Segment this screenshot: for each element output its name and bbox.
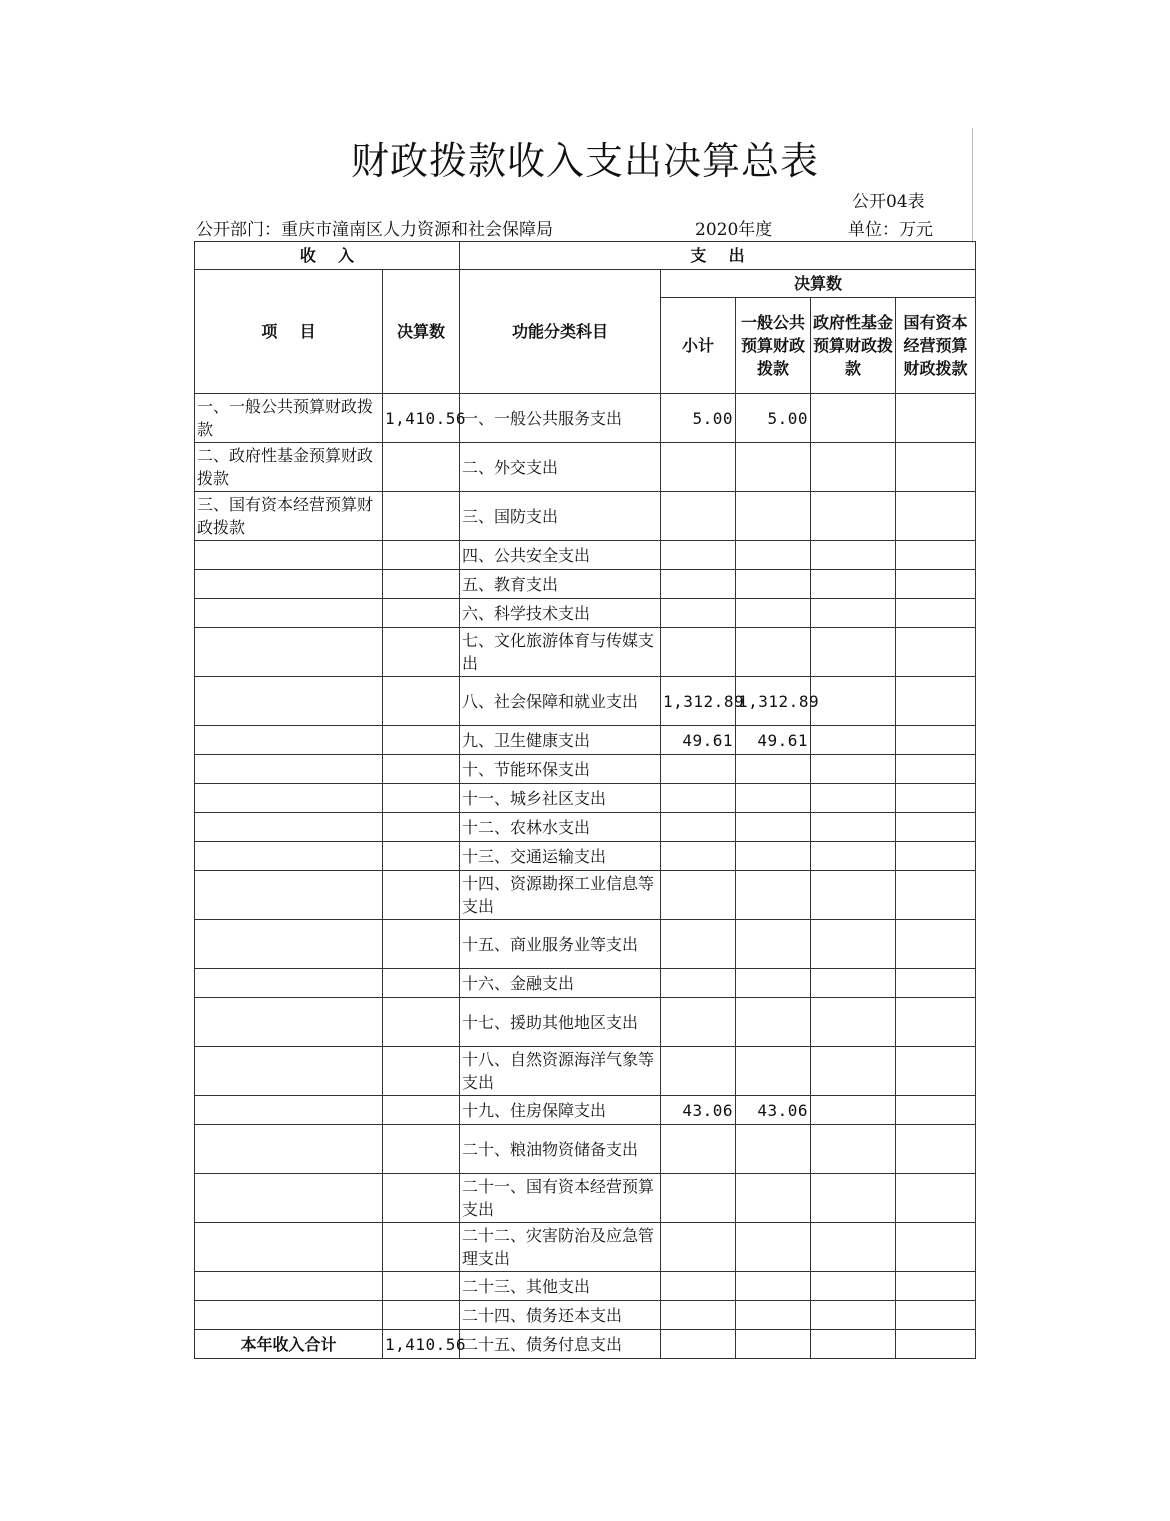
income-amount-cell xyxy=(383,784,460,813)
subtotal-cell xyxy=(661,443,736,492)
subtotal-cell xyxy=(661,969,736,998)
general-budget-cell xyxy=(736,1301,811,1330)
income-item-cell xyxy=(195,969,383,998)
general-budget-cell xyxy=(736,842,811,871)
income-amount-cell xyxy=(383,628,460,677)
gov-fund-cell xyxy=(811,1330,896,1359)
income-item-cell xyxy=(195,842,383,871)
state-capital-cell xyxy=(896,813,976,842)
income-item-cell xyxy=(195,784,383,813)
gov-fund-cell xyxy=(811,920,896,969)
income-item-cell xyxy=(195,1047,383,1096)
general-budget-cell xyxy=(736,1272,811,1301)
expense-item-cell: 一、一般公共服务支出 xyxy=(460,394,661,443)
income-item-cell xyxy=(195,1096,383,1125)
state-capital-cell xyxy=(896,1174,976,1223)
expense-item-cell: 十六、金融支出 xyxy=(460,969,661,998)
state-capital-cell xyxy=(896,677,976,726)
table-row xyxy=(195,998,976,1047)
general-budget-header: 一般公共预算财政拨款 xyxy=(736,298,811,394)
expense-item-cell: 八、社会保障和就业支出 xyxy=(460,677,661,726)
income-amount-cell xyxy=(383,570,460,599)
expense-item-cell: 十四、资源勘探工业信息等支出 xyxy=(460,871,661,920)
unit-label: 单位：万元 xyxy=(848,220,933,240)
general-budget-cell xyxy=(736,443,811,492)
expense-header: 支 出 xyxy=(460,242,976,270)
gov-fund-cell xyxy=(811,1096,896,1125)
table-row xyxy=(195,1174,976,1223)
income-item-cell: 本年收入合计 xyxy=(195,1330,383,1359)
state-capital-cell xyxy=(896,394,976,443)
gov-fund-cell xyxy=(811,871,896,920)
state-capital-cell xyxy=(896,969,976,998)
income-item-cell xyxy=(195,1272,383,1301)
subtotal-cell: 1,312.89 xyxy=(661,677,736,726)
subtotal-cell xyxy=(661,541,736,570)
income-item-cell xyxy=(195,726,383,755)
general-budget-cell xyxy=(736,541,811,570)
general-budget-cell xyxy=(736,969,811,998)
general-budget-cell xyxy=(736,871,811,920)
expense-item-cell: 十一、城乡社区支出 xyxy=(460,784,661,813)
income-item-cell xyxy=(195,1223,383,1272)
income-amount-cell xyxy=(383,969,460,998)
table-row xyxy=(195,1301,976,1330)
state-capital-cell xyxy=(896,755,976,784)
table-body xyxy=(195,394,976,1359)
income-amount-cell xyxy=(383,755,460,784)
general-budget-cell xyxy=(736,1125,811,1174)
general-budget-cell xyxy=(736,1047,811,1096)
income-amount-cell xyxy=(383,1125,460,1174)
subtotal-cell xyxy=(661,1174,736,1223)
table-row xyxy=(195,784,976,813)
subtotal-cell xyxy=(661,599,736,628)
state-capital-cell xyxy=(896,784,976,813)
fiscal-table xyxy=(194,241,976,1359)
income-amount-cell xyxy=(383,1096,460,1125)
income-item-cell xyxy=(195,570,383,599)
subtotal-cell xyxy=(661,628,736,677)
state-capital-cell xyxy=(896,920,976,969)
table-row xyxy=(195,1272,976,1301)
state-capital-cell xyxy=(896,871,976,920)
gov-fund-cell xyxy=(811,492,896,541)
subtotal-header: 小计 xyxy=(661,298,736,394)
income-item-cell: 二、政府性基金预算财政拨款 xyxy=(195,443,383,492)
table-row xyxy=(195,842,976,871)
subtotal-cell xyxy=(661,784,736,813)
subtotal-cell: 5.00 xyxy=(661,394,736,443)
income-amount-cell xyxy=(383,1174,460,1223)
expense-item-cell: 二十一、国有资本经营预算支出 xyxy=(460,1174,661,1223)
general-budget-cell: 1,312.89 xyxy=(736,677,811,726)
gov-fund-cell xyxy=(811,726,896,755)
expense-item-cell: 十五、商业服务业等支出 xyxy=(460,920,661,969)
state-capital-cell xyxy=(896,1096,976,1125)
income-item-cell xyxy=(195,1301,383,1330)
table-row xyxy=(195,1223,976,1272)
income-item-cell xyxy=(195,628,383,677)
gov-fund-cell xyxy=(811,1223,896,1272)
subtotal-cell xyxy=(661,1272,736,1301)
income-amount-cell xyxy=(383,541,460,570)
general-budget-cell xyxy=(736,784,811,813)
state-capital-cell xyxy=(896,1330,976,1359)
fiscal-year: 2020年度 xyxy=(695,220,773,240)
income-item-cell xyxy=(195,1125,383,1174)
gov-fund-cell xyxy=(811,998,896,1047)
form-number: 公开04表 xyxy=(852,192,925,212)
subtotal-cell xyxy=(661,492,736,541)
general-budget-cell xyxy=(736,998,811,1047)
state-capital-header: 国有资本经营预算财政拨款 xyxy=(896,298,976,394)
expense-item-cell: 十七、援助其他地区支出 xyxy=(460,998,661,1047)
table-row xyxy=(195,628,976,677)
table-row xyxy=(195,755,976,784)
final-amount-header: 决算数 xyxy=(661,270,976,298)
state-capital-cell xyxy=(896,570,976,599)
subtotal-cell xyxy=(661,813,736,842)
subtotal-cell xyxy=(661,1301,736,1330)
table-row xyxy=(195,677,976,726)
income-amount-cell xyxy=(383,443,460,492)
page-title: 财政拨款收入支出决算总表 xyxy=(350,139,819,183)
gov-fund-cell xyxy=(811,755,896,784)
subtotal-cell xyxy=(661,842,736,871)
state-capital-cell xyxy=(896,998,976,1047)
gov-fund-cell xyxy=(811,784,896,813)
state-capital-cell xyxy=(896,443,976,492)
gov-fund-cell xyxy=(811,813,896,842)
general-budget-cell xyxy=(736,1174,811,1223)
table-row xyxy=(195,1047,976,1096)
expense-item-cell: 二十五、债务付息支出 xyxy=(460,1330,661,1359)
state-capital-cell xyxy=(896,842,976,871)
subtotal-cell xyxy=(661,755,736,784)
state-capital-cell xyxy=(896,1272,976,1301)
expense-item-cell: 九、卫生健康支出 xyxy=(460,726,661,755)
gov-fund-cell xyxy=(811,1125,896,1174)
table-row xyxy=(195,541,976,570)
income-amount-cell xyxy=(383,726,460,755)
general-budget-cell xyxy=(736,1223,811,1272)
gov-fund-cell xyxy=(811,570,896,599)
state-capital-cell xyxy=(896,599,976,628)
expense-item-cell: 十三、交通运输支出 xyxy=(460,842,661,871)
state-capital-cell xyxy=(896,726,976,755)
table-row xyxy=(195,570,976,599)
income-header: 收 入 xyxy=(195,242,460,270)
expense-item-cell: 二十二、灾害防治及应急管理支出 xyxy=(460,1223,661,1272)
gov-fund-cell xyxy=(811,1174,896,1223)
gov-fund-cell xyxy=(811,599,896,628)
table-row xyxy=(195,920,976,969)
expense-item-cell: 二十四、债务还本支出 xyxy=(460,1301,661,1330)
expense-item-cell: 十、节能环保支出 xyxy=(460,755,661,784)
income-amount-cell xyxy=(383,677,460,726)
state-capital-cell xyxy=(896,492,976,541)
state-capital-cell xyxy=(896,1125,976,1174)
gov-fund-cell xyxy=(811,969,896,998)
gov-fund-cell xyxy=(811,1301,896,1330)
subtotal-cell xyxy=(661,1125,736,1174)
expense-item-cell: 十二、农林水支出 xyxy=(460,813,661,842)
state-capital-cell xyxy=(896,628,976,677)
income-amount-cell xyxy=(383,871,460,920)
income-item-cell xyxy=(195,677,383,726)
subtotal-cell xyxy=(661,920,736,969)
expense-item-cell: 四、公共安全支出 xyxy=(460,541,661,570)
table-row xyxy=(195,394,976,443)
subtotal-cell xyxy=(661,1223,736,1272)
gov-fund-cell xyxy=(811,1272,896,1301)
state-capital-cell xyxy=(896,1301,976,1330)
subtotal-cell xyxy=(661,871,736,920)
table-row xyxy=(195,492,976,541)
general-budget-cell xyxy=(736,628,811,677)
expense-item-cell: 二十、粮油物资储备支出 xyxy=(460,1125,661,1174)
general-budget-cell xyxy=(736,1330,811,1359)
general-budget-cell: 49.61 xyxy=(736,726,811,755)
income-amount-cell xyxy=(383,920,460,969)
income-amount-cell xyxy=(383,998,460,1047)
expense-item-cell: 二、外交支出 xyxy=(460,443,661,492)
income-amount-cell xyxy=(383,813,460,842)
income-item-cell xyxy=(195,755,383,784)
subtotal-cell: 49.61 xyxy=(661,726,736,755)
item-header: 项 目 xyxy=(195,270,383,394)
table-row xyxy=(195,599,976,628)
gov-fund-header: 政府性基金预算财政拨款 xyxy=(811,298,896,394)
subtotal-cell xyxy=(661,998,736,1047)
table-row xyxy=(195,443,976,492)
subtotal-cell xyxy=(661,570,736,599)
income-amount-cell xyxy=(383,1223,460,1272)
expense-item-cell: 二十三、其他支出 xyxy=(460,1272,661,1301)
table-row xyxy=(195,1330,976,1359)
subtotal-cell: 43.06 xyxy=(661,1096,736,1125)
income-item-cell xyxy=(195,920,383,969)
table-row xyxy=(195,726,976,755)
expense-item-cell: 三、国防支出 xyxy=(460,492,661,541)
income-amount-cell xyxy=(383,842,460,871)
general-budget-cell: 5.00 xyxy=(736,394,811,443)
general-budget-cell xyxy=(736,492,811,541)
gov-fund-cell xyxy=(811,394,896,443)
income-amount-header: 决算数 xyxy=(383,270,460,394)
gov-fund-cell xyxy=(811,628,896,677)
table-row xyxy=(195,1125,976,1174)
general-budget-cell xyxy=(736,570,811,599)
gov-fund-cell xyxy=(811,1047,896,1096)
expense-item-cell: 十九、住房保障支出 xyxy=(460,1096,661,1125)
subtotal-cell xyxy=(661,1330,736,1359)
income-item-cell xyxy=(195,871,383,920)
income-item-cell xyxy=(195,998,383,1047)
table-row xyxy=(195,813,976,842)
table-row xyxy=(195,871,976,920)
general-budget-cell xyxy=(736,755,811,784)
income-item-cell xyxy=(195,599,383,628)
income-item-cell: 一、一般公共预算财政拨款 xyxy=(195,394,383,443)
department-label: 公开部门：重庆市潼南区人力资源和社会保障局 xyxy=(196,220,553,240)
income-item-cell xyxy=(195,541,383,570)
gov-fund-cell xyxy=(811,677,896,726)
state-capital-cell xyxy=(896,1047,976,1096)
expense-item-cell: 十八、自然资源海洋气象等支出 xyxy=(460,1047,661,1096)
general-budget-cell xyxy=(736,813,811,842)
state-capital-cell xyxy=(896,1223,976,1272)
function-class-header: 功能分类科目 xyxy=(460,270,661,394)
state-capital-cell xyxy=(896,541,976,570)
expense-item-cell: 六、科学技术支出 xyxy=(460,599,661,628)
subtotal-cell xyxy=(661,1047,736,1096)
income-item-cell xyxy=(195,1174,383,1223)
income-amount-cell xyxy=(383,1272,460,1301)
general-budget-cell: 43.06 xyxy=(736,1096,811,1125)
general-budget-cell xyxy=(736,920,811,969)
table-row xyxy=(195,969,976,998)
gov-fund-cell xyxy=(811,842,896,871)
income-amount-cell xyxy=(383,1047,460,1096)
expense-item-cell: 七、文化旅游体育与传媒支出 xyxy=(460,628,661,677)
gov-fund-cell xyxy=(811,443,896,492)
income-amount-cell: 1,410.56 xyxy=(383,394,460,443)
income-amount-cell xyxy=(383,492,460,541)
general-budget-cell xyxy=(736,599,811,628)
income-item-cell xyxy=(195,813,383,842)
income-item-cell: 三、国有资本经营预算财政拨款 xyxy=(195,492,383,541)
expense-item-cell: 五、教育支出 xyxy=(460,570,661,599)
gov-fund-cell xyxy=(811,541,896,570)
income-amount-cell xyxy=(383,1301,460,1330)
table-row xyxy=(195,1096,976,1125)
income-amount-cell: 1,410.56 xyxy=(383,1330,460,1359)
income-amount-cell xyxy=(383,599,460,628)
